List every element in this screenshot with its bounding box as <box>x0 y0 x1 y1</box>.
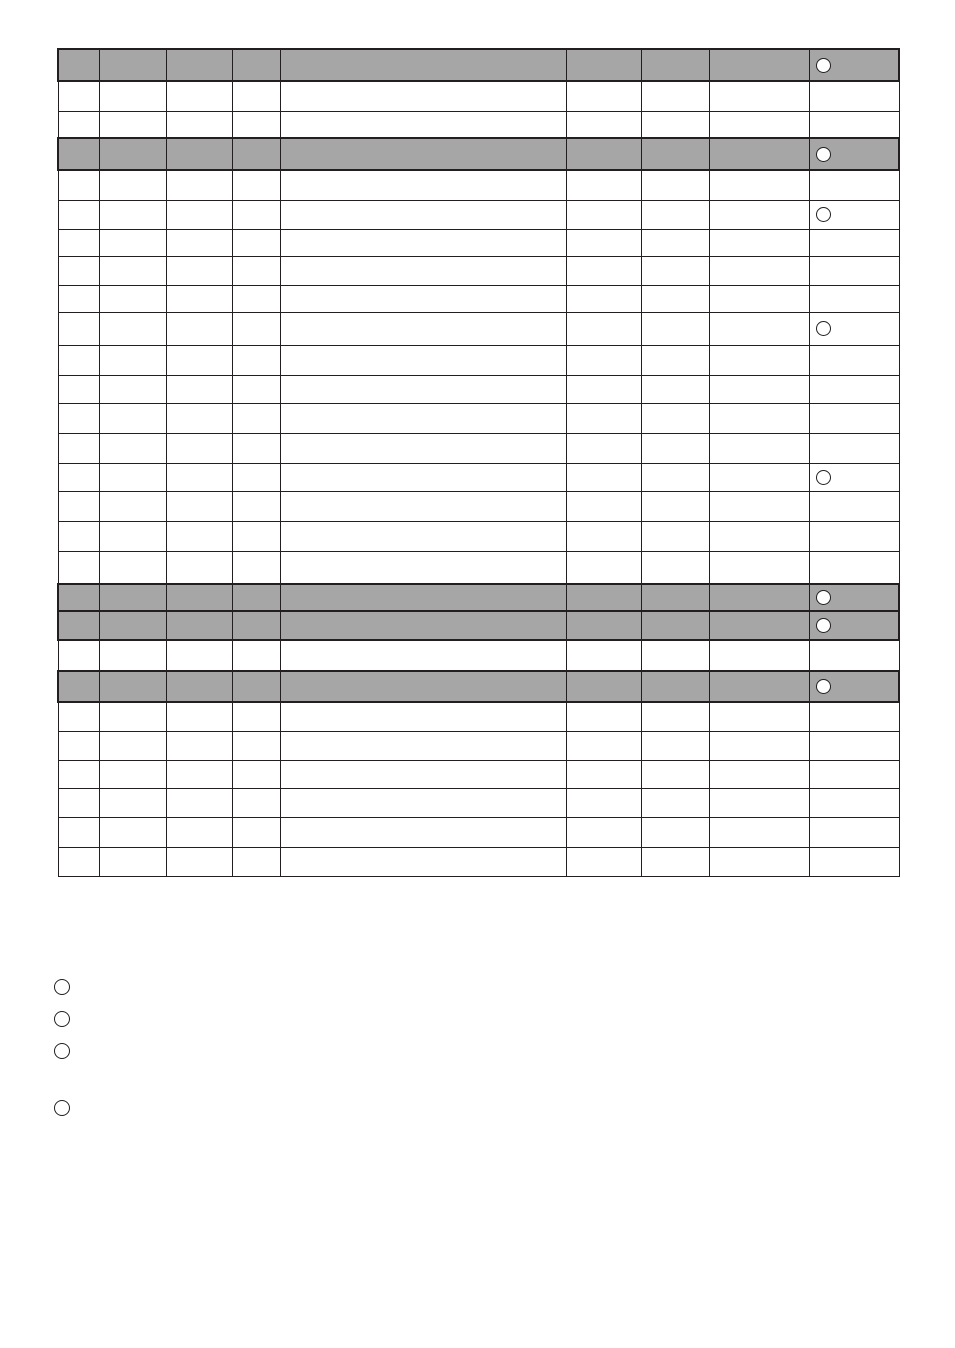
table-cell <box>166 170 232 200</box>
table-cell <box>809 731 899 760</box>
table-cell <box>58 731 99 760</box>
table-cell <box>809 111 899 138</box>
table-cell <box>99 229 166 256</box>
table-cell <box>809 584 899 611</box>
table-cell <box>99 256 166 285</box>
table-cell <box>232 847 280 876</box>
table-row <box>58 111 899 138</box>
table-cell <box>166 375 232 403</box>
table-cell <box>809 285 899 312</box>
table-cell <box>232 491 280 521</box>
table-cell <box>566 111 641 138</box>
table-cell <box>99 200 166 229</box>
circle-icon <box>54 1100 70 1116</box>
table-cell <box>709 433 809 463</box>
legend-item <box>54 1011 78 1027</box>
table-cell <box>166 817 232 847</box>
table-cell <box>809 256 899 285</box>
table-cell <box>58 285 99 312</box>
table-cell <box>232 584 280 611</box>
table-row <box>58 200 899 229</box>
table-cell <box>809 49 899 81</box>
table-cell <box>232 433 280 463</box>
table-cell <box>709 788 809 817</box>
table-cell <box>280 138 566 170</box>
table-cell <box>58 584 99 611</box>
table-cell <box>232 285 280 312</box>
table-cell <box>566 584 641 611</box>
table-cell <box>809 81 899 111</box>
table-cell <box>566 138 641 170</box>
table-row <box>58 817 899 847</box>
table-cell <box>709 256 809 285</box>
table-cell <box>99 312 166 345</box>
table-cell <box>809 702 899 731</box>
table-row <box>58 403 899 433</box>
table-cell <box>99 640 166 671</box>
table-cell <box>709 702 809 731</box>
table-cell <box>58 847 99 876</box>
table-cell <box>566 817 641 847</box>
legend-item <box>54 1043 78 1059</box>
table-cell <box>58 463 99 491</box>
table-row <box>58 521 899 551</box>
table-cell <box>99 375 166 403</box>
table-cell <box>232 170 280 200</box>
table-cell <box>641 640 709 671</box>
table-cell <box>641 229 709 256</box>
table-cell <box>809 403 899 433</box>
table-cell <box>641 170 709 200</box>
table-cell <box>58 702 99 731</box>
table-cell <box>232 345 280 375</box>
table-cell <box>99 285 166 312</box>
table-cell <box>809 433 899 463</box>
table-cell <box>709 375 809 403</box>
table-cell <box>58 49 99 81</box>
table-cell <box>232 611 280 640</box>
table-row <box>58 551 899 584</box>
table-cell <box>58 433 99 463</box>
table-cell <box>566 229 641 256</box>
table-cell <box>58 229 99 256</box>
table-cell <box>709 229 809 256</box>
table-cell <box>809 760 899 788</box>
table-cell <box>99 81 166 111</box>
table-cell <box>709 671 809 702</box>
table-cell <box>566 256 641 285</box>
table-cell <box>809 611 899 640</box>
table-cell <box>280 788 566 817</box>
table-cell <box>809 788 899 817</box>
table-cell <box>58 611 99 640</box>
table-cell <box>809 200 899 229</box>
table-cell <box>280 817 566 847</box>
circle-icon <box>54 1011 70 1027</box>
table-cell <box>709 200 809 229</box>
table-row-shaded <box>58 671 899 702</box>
table-cell <box>641 817 709 847</box>
table-cell <box>641 491 709 521</box>
table-cell <box>709 345 809 375</box>
table-cell <box>709 551 809 584</box>
legend-item <box>54 979 78 995</box>
table-row <box>58 345 899 375</box>
table-cell <box>641 256 709 285</box>
circle-icon <box>816 58 831 73</box>
table-cell <box>232 817 280 847</box>
table-cell <box>809 229 899 256</box>
table-cell <box>166 788 232 817</box>
table-cell <box>566 49 641 81</box>
table-cell <box>809 170 899 200</box>
table-cell <box>58 200 99 229</box>
table-cell <box>566 81 641 111</box>
table-cell <box>641 138 709 170</box>
table-cell <box>709 463 809 491</box>
table-cell <box>809 345 899 375</box>
table-cell <box>99 611 166 640</box>
table-cell <box>809 817 899 847</box>
table-cell <box>58 81 99 111</box>
table-cell <box>99 760 166 788</box>
table-cell <box>566 551 641 584</box>
table-cell <box>232 200 280 229</box>
table-cell <box>709 81 809 111</box>
table-cell <box>99 491 166 521</box>
table-cell <box>166 285 232 312</box>
table-cell <box>709 640 809 671</box>
table-row <box>58 640 899 671</box>
table-cell <box>641 551 709 584</box>
table-cell <box>641 433 709 463</box>
table-cell <box>280 760 566 788</box>
table-cell <box>166 491 232 521</box>
table-cell <box>166 81 232 111</box>
table-cell <box>641 760 709 788</box>
table-cell <box>99 170 166 200</box>
table-cell <box>809 847 899 876</box>
table-cell <box>58 375 99 403</box>
circle-icon <box>816 321 831 336</box>
table-cell <box>166 702 232 731</box>
table-cell <box>232 111 280 138</box>
table-row <box>58 229 899 256</box>
table-cell <box>709 312 809 345</box>
circle-icon <box>816 679 831 694</box>
table-cell <box>280 170 566 200</box>
table-cell <box>99 671 166 702</box>
table-cell <box>280 256 566 285</box>
table-cell <box>166 760 232 788</box>
table-cell <box>58 551 99 584</box>
table-cell <box>566 640 641 671</box>
table-cell <box>232 671 280 702</box>
table-cell <box>709 847 809 876</box>
table-cell <box>58 817 99 847</box>
table-cell <box>99 463 166 491</box>
table-cell <box>280 81 566 111</box>
table-cell <box>566 463 641 491</box>
table-cell <box>232 760 280 788</box>
table-cell <box>232 138 280 170</box>
table-cell <box>280 640 566 671</box>
table-cell <box>166 584 232 611</box>
table-cell <box>641 49 709 81</box>
circle-icon <box>816 207 831 222</box>
table-row <box>58 847 899 876</box>
table-cell <box>58 256 99 285</box>
table-cell <box>280 111 566 138</box>
table-cell <box>809 463 899 491</box>
circle-icon <box>816 147 831 162</box>
table-cell <box>58 345 99 375</box>
circle-icon <box>816 618 831 633</box>
circle-icon <box>816 590 831 605</box>
table-cell <box>166 312 232 345</box>
table-cell <box>232 521 280 551</box>
table-cell <box>709 760 809 788</box>
table-cell <box>99 731 166 760</box>
table-row <box>58 170 899 200</box>
table-cell <box>99 111 166 138</box>
table-cell <box>566 760 641 788</box>
table-row <box>58 491 899 521</box>
table-cell <box>99 788 166 817</box>
table-cell <box>99 345 166 375</box>
table-cell <box>232 375 280 403</box>
table-cell <box>641 584 709 611</box>
table-row <box>58 285 899 312</box>
table-cell <box>641 463 709 491</box>
table-cell <box>232 49 280 81</box>
table-cell <box>280 345 566 375</box>
table-cell <box>99 521 166 551</box>
table-row-shaded <box>58 49 899 81</box>
table-cell <box>566 312 641 345</box>
table-cell <box>99 817 166 847</box>
table-cell <box>809 375 899 403</box>
table-cell <box>709 138 809 170</box>
table-cell <box>709 584 809 611</box>
table-cell <box>566 345 641 375</box>
table-cell <box>566 200 641 229</box>
table-cell <box>809 312 899 345</box>
table-cell <box>641 731 709 760</box>
table-cell <box>280 551 566 584</box>
table-cell <box>280 491 566 521</box>
table-cell <box>232 640 280 671</box>
table-cell <box>709 170 809 200</box>
table-cell <box>566 285 641 312</box>
table-cell <box>566 671 641 702</box>
table-cell <box>280 584 566 611</box>
table-cell <box>280 731 566 760</box>
table-row-shaded <box>58 138 899 170</box>
table-cell <box>99 551 166 584</box>
table-cell <box>166 200 232 229</box>
table-cell <box>166 551 232 584</box>
table-cell <box>709 731 809 760</box>
table-cell <box>166 671 232 702</box>
table-cell <box>58 491 99 521</box>
table-cell <box>58 111 99 138</box>
table-cell <box>58 312 99 345</box>
table-row <box>58 760 899 788</box>
table-cell <box>709 403 809 433</box>
table-cell <box>280 312 566 345</box>
table-cell <box>232 403 280 433</box>
table-cell <box>641 375 709 403</box>
table-body <box>58 49 899 876</box>
table-cell <box>58 403 99 433</box>
table-cell <box>166 345 232 375</box>
table-row-shaded <box>58 611 899 640</box>
table-cell <box>166 403 232 433</box>
table-cell <box>566 702 641 731</box>
table-cell <box>280 611 566 640</box>
table-cell <box>58 138 99 170</box>
table-cell <box>166 731 232 760</box>
table-cell <box>166 111 232 138</box>
table-cell <box>280 229 566 256</box>
table-row <box>58 731 899 760</box>
table-cell <box>232 702 280 731</box>
table-cell <box>58 788 99 817</box>
table-row <box>58 375 899 403</box>
table-cell <box>566 491 641 521</box>
table-cell <box>566 611 641 640</box>
table-cell <box>566 521 641 551</box>
table-cell <box>709 49 809 81</box>
table-cell <box>641 345 709 375</box>
table-cell <box>166 138 232 170</box>
table-cell <box>809 138 899 170</box>
table-row <box>58 256 899 285</box>
table-cell <box>809 671 899 702</box>
table-cell <box>280 49 566 81</box>
table-cell <box>166 611 232 640</box>
table-cell <box>99 403 166 433</box>
table-cell <box>166 847 232 876</box>
table-cell <box>99 847 166 876</box>
table-cell <box>280 463 566 491</box>
table-cell <box>232 229 280 256</box>
table-cell <box>709 817 809 847</box>
table-cell <box>280 847 566 876</box>
table-cell <box>99 702 166 731</box>
table-row <box>58 312 899 345</box>
table-cell <box>566 788 641 817</box>
table-cell <box>166 256 232 285</box>
table-cell <box>641 788 709 817</box>
table-cell <box>58 170 99 200</box>
table-cell <box>641 81 709 111</box>
table-cell <box>641 403 709 433</box>
legend-item <box>54 1100 78 1116</box>
table-cell <box>232 256 280 285</box>
table-cell <box>709 521 809 551</box>
table-cell <box>99 138 166 170</box>
table-cell <box>166 521 232 551</box>
circle-icon <box>54 1043 70 1059</box>
table-cell <box>641 111 709 138</box>
table-cell <box>809 640 899 671</box>
table-cell <box>566 731 641 760</box>
table-cell <box>641 312 709 345</box>
table-cell <box>641 847 709 876</box>
table-cell <box>641 285 709 312</box>
table-row <box>58 702 899 731</box>
table-cell <box>566 375 641 403</box>
table-cell <box>232 788 280 817</box>
table-cell <box>709 285 809 312</box>
table-cell <box>641 521 709 551</box>
table-cell <box>166 433 232 463</box>
table-cell <box>280 285 566 312</box>
table-cell <box>99 584 166 611</box>
table-cell <box>641 702 709 731</box>
table-row <box>58 463 899 491</box>
table-cell <box>99 49 166 81</box>
table-cell <box>58 640 99 671</box>
table-cell <box>58 671 99 702</box>
table-cell <box>166 49 232 81</box>
table-cell <box>232 81 280 111</box>
table-cell <box>641 200 709 229</box>
table-row <box>58 433 899 463</box>
table-cell <box>566 847 641 876</box>
table-cell <box>809 551 899 584</box>
table-cell <box>566 433 641 463</box>
table-cell <box>166 463 232 491</box>
table-cell <box>280 403 566 433</box>
table-cell <box>166 640 232 671</box>
table-row <box>58 81 899 111</box>
document-table <box>57 48 900 877</box>
table-cell <box>641 671 709 702</box>
table-cell <box>280 433 566 463</box>
table-cell <box>566 403 641 433</box>
table-cell <box>58 521 99 551</box>
table-cell <box>232 463 280 491</box>
table-cell <box>280 200 566 229</box>
table-cell <box>280 521 566 551</box>
table-cell <box>232 731 280 760</box>
circle-icon <box>54 979 70 995</box>
table-row-shaded <box>58 584 899 611</box>
table-cell <box>232 312 280 345</box>
table-cell <box>166 229 232 256</box>
table-cell <box>641 611 709 640</box>
table-cell <box>709 611 809 640</box>
table-cell <box>809 521 899 551</box>
table-cell <box>809 491 899 521</box>
table-cell <box>280 375 566 403</box>
table-cell <box>280 702 566 731</box>
table-cell <box>99 433 166 463</box>
table-cell <box>709 111 809 138</box>
table-cell <box>566 170 641 200</box>
table-cell <box>709 491 809 521</box>
table-row <box>58 788 899 817</box>
table-cell <box>280 671 566 702</box>
circle-icon <box>816 470 831 485</box>
table-cell <box>232 551 280 584</box>
table-cell <box>58 760 99 788</box>
